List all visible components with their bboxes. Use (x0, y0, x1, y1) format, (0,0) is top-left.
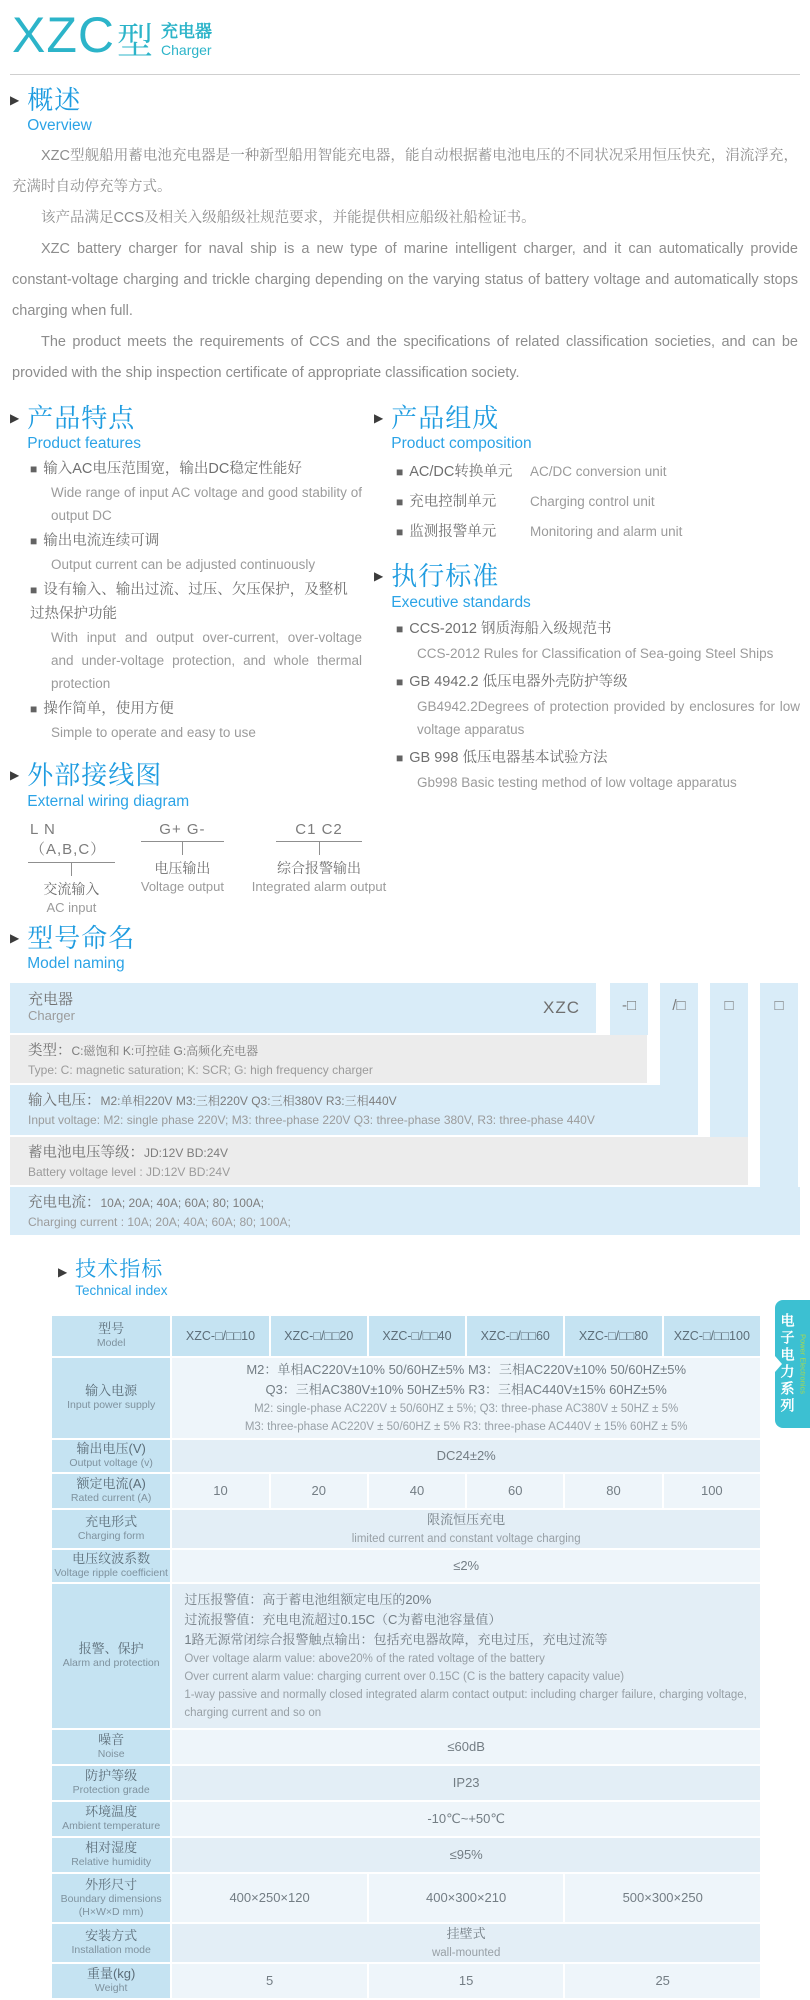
row-label-cn: 额定电流(A) (76, 1476, 146, 1492)
standard-en: GB4942.2Degrees of protection provided by enclosures for low voltage apparatus (417, 698, 800, 737)
section-features-heading (10, 403, 362, 453)
naming-base-code: XZC (543, 997, 580, 1017)
cell-value: 25 (565, 1964, 760, 1998)
cell-value: DC24±2% (172, 1440, 760, 1472)
triangle-marker-icon: ▶ (374, 569, 384, 584)
section-overview-heading (10, 85, 800, 135)
naming-slot-strip (660, 983, 698, 1085)
model-column-header: XZC-□/□□80 (565, 1316, 661, 1356)
table-row-weight (52, 1964, 760, 1998)
brand-model-suffix: 型 (117, 20, 154, 62)
table-row-installation (52, 1924, 760, 1962)
row-label-extra: (H×W×D mm) (78, 1905, 144, 1918)
cell-line: M2: single-phase AC220V ± 50/60HZ ± 5%; Q3: three-phase AC380V ± 50HZ ± 5% (254, 1402, 679, 1415)
feature-item (30, 697, 362, 744)
naming-row-en: Battery voltage level : JD:12V BD:24V (28, 1164, 231, 1179)
cell-value: 400×250×120 (172, 1874, 367, 1922)
wiring-diagram (28, 820, 387, 915)
cell-value: 60 (467, 1474, 563, 1508)
cell-line: 1路无源常闭综合报警触点输出：包括充电器故障，充电过压，充电过流等 (184, 1631, 608, 1647)
section-naming-heading (10, 923, 800, 973)
cell-value: ≤95% (172, 1838, 760, 1872)
row-label-cn: 环境温度 (85, 1804, 138, 1820)
row-label-en: Rated current (A) (70, 1492, 152, 1505)
composition-cn: 监测报警单元 (409, 524, 497, 541)
naming-row-battery-level (10, 1137, 748, 1185)
row-label-cn: 充电形式 (85, 1514, 138, 1530)
features-title-en: Product features (27, 435, 141, 453)
standard-cn: CCS-2012 钢质海船入级规范书 (409, 620, 612, 637)
overview-body (10, 135, 800, 389)
tech-title-en: Technical index (75, 1282, 168, 1298)
row-label-en: Voltage ripple coefficient (54, 1567, 168, 1580)
table-row-dimensions (52, 1874, 760, 1922)
overview-title-cn: 概述 (27, 85, 82, 115)
terminal-label-en: AC input (46, 899, 97, 915)
row-label-cn: 相对湿度 (85, 1840, 138, 1856)
overview-title-en: Overview (27, 117, 92, 135)
triangle-marker-icon: ▶ (374, 411, 384, 426)
cell-value: 20 (271, 1474, 367, 1508)
composition-item (396, 487, 800, 517)
cell-line: Over current alarm value: charging current over 0.15C (C is the battery capacity value) (184, 1670, 625, 1683)
naming-slot: -□ (621, 996, 637, 1014)
wiring-title-cn: 外部接线图 (27, 760, 163, 791)
square-bullet-icon: ■ (30, 583, 38, 598)
brand-model: XZC (12, 7, 115, 63)
tech-table (50, 1314, 762, 2000)
overview-paragraph: XZC型舰船用蓄电池充电器是一种新型船用智能充电器，能自动根据蓄电池电压的不同状况采用恒压快充，涓流浮充，充满时自动停充等方式。 (12, 148, 798, 196)
features-title-cn: 产品特点 (27, 403, 136, 434)
naming-row-label-cn: 输入电压： (28, 1092, 101, 1109)
standards-list (396, 616, 800, 794)
naming-base-en: Charger (28, 1008, 75, 1024)
naming-row-en: Type: C: magnetic saturation; K: SCR; G: high frequency charger (28, 1062, 373, 1077)
terminal-label-cn: 电压输出 (154, 859, 211, 876)
row-label-cn: 输出电压(V) (76, 1441, 146, 1457)
composition-item (396, 517, 800, 547)
square-bullet-icon: ■ (396, 495, 404, 510)
model-column-header: XZC-□/□□60 (467, 1316, 563, 1356)
row-label-en: Alarm and protection (62, 1657, 160, 1670)
square-bullet-icon: ■ (396, 525, 404, 540)
overview-paragraph: 该产品满足CCS及相关入级船级社规范要求，并能提供相应船级社船检证书。 (41, 210, 536, 227)
section-standards-heading (374, 561, 800, 611)
standard-en: Gb998 Basic testing method of low voltage apparatus (417, 774, 737, 790)
terminal-group-alarm-output (251, 820, 387, 915)
model-column-header: XZC-□/□□10 (172, 1316, 268, 1356)
cell-value: -10℃~+50℃ (172, 1802, 760, 1836)
square-bullet-icon: ■ (30, 462, 38, 477)
standard-item (396, 669, 800, 741)
terminal-code: C1 C2 (295, 820, 343, 838)
square-bullet-icon: ■ (396, 750, 404, 765)
product-name-en: Charger (161, 41, 212, 58)
standard-en: CCS-2012 Rules for Classification of Sea-going Steel Ships (417, 645, 774, 661)
row-label-cn: 电压纹波系数 (72, 1551, 151, 1567)
cell-line: 过压报警值：高于蓄电池组额定电压的20% (184, 1591, 432, 1607)
cell-line: 1-way passive and normally closed integrated alarm contact output: including charger failure, charging voltage, charging current and so on (184, 1688, 747, 1719)
row-label-cn: 安装方式 (85, 1928, 138, 1944)
naming-row-en: Charging current : 10A; 20A; 40A; 60A; 80; 100A; (28, 1214, 291, 1229)
composition-cn: 充电控制单元 (409, 494, 497, 511)
naming-slot: □ (724, 996, 734, 1014)
composition-title-en: Product composition (391, 435, 532, 453)
square-bullet-icon: ■ (30, 534, 38, 549)
row-label-en: Output voltage (v) (69, 1457, 153, 1470)
naming-slot-strip (610, 983, 648, 1035)
terminal-group-voltage-output (141, 821, 224, 915)
naming-slot: □ (774, 996, 784, 1014)
feature-cn: 操作简单，使用方便 (43, 701, 174, 718)
table-row-ripple (52, 1550, 760, 1582)
table-row-output-voltage (52, 1440, 760, 1472)
product-name-cn: 充电器 (161, 22, 213, 42)
square-bullet-icon: ■ (396, 465, 404, 480)
series-tab-cn: 电子电力系列 (779, 1313, 796, 1415)
cell-line: Q3：三相AC380V±10% 50HZ±5% R3：三相AC440V±15% 60HZ±5% (265, 1381, 667, 1397)
feature-en: Simple to operate and easy to use (51, 725, 256, 741)
terminal-label-en: Voltage output (140, 878, 224, 894)
cell-value: ≤60dB (172, 1730, 760, 1764)
col-header-en: Model (96, 1337, 126, 1350)
overview-paragraph: The product meets the requirements of CCS and the specifications of related classification societies, and can be provided with the ship inspection certificate of appropriate classification society. (12, 334, 798, 382)
row-label-en: Protection grade (72, 1784, 150, 1797)
table-row-charging-form (52, 1510, 760, 1548)
triangle-marker-icon: ▶ (10, 768, 20, 783)
row-label-cn: 输入电源 (85, 1383, 138, 1399)
page-title (10, 7, 800, 63)
cell-line: Over voltage alarm value: above20% of the rated voltage of the battery (184, 1652, 545, 1665)
square-bullet-icon: ■ (396, 621, 404, 636)
standard-item (396, 745, 800, 794)
standards-title-en: Executive standards (391, 593, 531, 611)
section-composition-heading (374, 403, 800, 453)
cell-value: ≤2% (172, 1550, 760, 1582)
naming-slot-strip (760, 983, 798, 1187)
row-label-cn: 报警、保护 (78, 1641, 144, 1657)
terminal-label-cn: 交流输入 (43, 880, 100, 897)
features-list (30, 457, 362, 744)
cell-line: M2：单相AC220V±10% 50/60HZ±5% M3：三相AC220V±10% 50/60HZ±5% (246, 1361, 686, 1377)
cell-value: IP23 (172, 1766, 760, 1800)
naming-title-cn: 型号命名 (27, 922, 136, 953)
table-row-noise (52, 1730, 760, 1764)
row-label-en: Charging form (77, 1530, 145, 1543)
terminal-group-ac-input (28, 821, 115, 915)
row-label-en: Weight (94, 1982, 128, 1995)
row-label-en: Boundary dimensions (60, 1892, 162, 1905)
feature-cn: 输入AC电压范围宽，输出DC稳定性能好 (43, 461, 302, 478)
naming-title-en: Model naming (27, 954, 125, 972)
composition-en: AC/DC conversion unit (530, 464, 667, 480)
terminal-code: G+ G- (159, 820, 206, 838)
composition-en: Monitoring and alarm unit (530, 524, 683, 540)
naming-base-row (10, 983, 596, 1033)
terminal-code: L N（A,B,C） (30, 820, 107, 858)
cell-line: limited current and constant voltage charging (351, 1532, 581, 1545)
feature-item (30, 529, 362, 576)
row-label-en: Noise (97, 1748, 125, 1761)
cell-value: 400×300×210 (369, 1874, 564, 1922)
standards-title-cn: 执行标准 (391, 561, 500, 592)
cell-line: 挂壁式 (446, 1925, 486, 1941)
table-row-ambient-temperature (52, 1802, 760, 1836)
series-side-tab (775, 1300, 810, 1428)
naming-slot-strip (710, 983, 748, 1137)
wiring-title-en: External wiring diagram (27, 792, 190, 810)
composition-cn: AC/DC转换单元 (409, 464, 513, 481)
cell-line: wall-mounted (431, 1946, 501, 1959)
naming-slot: /□ (672, 996, 686, 1014)
cell-value: 40 (369, 1474, 465, 1508)
model-column-header: XZC-□/□□100 (664, 1316, 760, 1356)
row-label-cn: 防护等级 (85, 1768, 138, 1784)
section-wiring-heading (10, 760, 362, 810)
triangle-marker-icon: ▶ (58, 1264, 68, 1279)
section-wiring (10, 760, 387, 915)
standard-cn: GB 4942.2 低压电器外壳防护等级 (409, 673, 628, 690)
naming-row-desc-cn: M2:单相220V M3:三相220V Q3:三相380V R3:三相440V (100, 1093, 397, 1108)
terminal-label-en: Integrated alarm output (251, 878, 387, 894)
cell-value: 500×300×250 (565, 1874, 760, 1922)
wire-line (182, 842, 183, 855)
naming-row-charging-current (10, 1187, 800, 1235)
cell-value: 100 (664, 1474, 760, 1508)
terminal-label-cn: 综合报警输出 (277, 859, 361, 876)
naming-row-en: Input voltage: M2: single phase 220V; M3: three-phase 220V Q3: three-phase 380V, R3: three-phase 440V (28, 1112, 595, 1127)
standard-item (396, 616, 800, 665)
table-row-alarm-protection (52, 1584, 760, 1728)
naming-row-label-cn: 类型： (28, 1042, 72, 1059)
feature-en: Wide range of input AC voltage and good stability of output DC (51, 485, 362, 524)
table-row-input-power (52, 1358, 760, 1438)
feature-en: With input and output over-current, over-voltage and under-voltage protection, and whole thermal protection (51, 630, 362, 692)
feature-en: Output current can be adjusted continuously (51, 557, 316, 573)
feature-cn: 输出电流连续可调 (43, 533, 160, 550)
naming-row-desc-cn: C:磁饱和 K:可控硅 G:高频化充电器 (71, 1043, 259, 1058)
cell-line: 过流报警值：充电电流超过0.15C（C为蓄电池容量值） (184, 1611, 502, 1627)
header-divider (10, 74, 800, 75)
section-tech-heading (58, 1257, 800, 1298)
naming-row-label-cn: 充电电流： (28, 1194, 101, 1211)
naming-row-input-voltage (10, 1085, 698, 1135)
cell-value: 5 (172, 1964, 367, 1998)
feature-item (30, 457, 362, 527)
series-tab-en: Power Electronics (798, 1333, 808, 1395)
row-label-en: Input power supply (67, 1399, 156, 1412)
tech-title-cn: 技术指标 (75, 1257, 164, 1281)
composition-title-cn: 产品组成 (391, 403, 500, 434)
composition-item (396, 457, 800, 487)
overview-paragraph: XZC battery charger for naval ship is a new type of marine intelligent charger, and it can automatically provide constant-voltage charging and trickle charging depending on the varying status of battery voltage and automatically stops charging when full. (12, 241, 798, 320)
row-label-en: Installation mode (71, 1944, 151, 1957)
composition-en: Charging control unit (530, 494, 655, 510)
triangle-marker-icon: ▶ (10, 411, 20, 426)
wire-line (319, 842, 320, 855)
two-column-area (10, 393, 800, 914)
model-column-header: XZC-□/□□40 (369, 1316, 465, 1356)
triangle-marker-icon: ▶ (10, 930, 20, 945)
standard-cn: GB 998 低压电器基本试验方法 (409, 749, 608, 766)
naming-row-desc-cn: JD:12V BD:24V (144, 1145, 229, 1160)
cell-line: 限流恒压充电 (427, 1511, 506, 1527)
naming-base-cn: 充电器 (28, 991, 74, 1009)
naming-row-desc-cn: 10A; 20A; 40A; 60A; 80; 100A; (100, 1195, 264, 1210)
table-row-relative-humidity (52, 1838, 760, 1872)
model-column-header: XZC-□/□□20 (271, 1316, 367, 1356)
row-label-cn: 重量(kg) (86, 1966, 136, 1982)
naming-row-type (10, 1035, 647, 1083)
cell-value: 10 (172, 1474, 268, 1508)
feature-item (30, 578, 362, 695)
naming-row-label-cn: 蓄电池电压等级： (28, 1144, 144, 1161)
table-row-rated-current (52, 1474, 760, 1508)
table-header-row (52, 1316, 760, 1356)
row-label-en: Relative humidity (71, 1856, 152, 1869)
model-naming-diagram (10, 983, 800, 1235)
cell-value: 15 (369, 1964, 564, 1998)
composition-list (396, 457, 800, 547)
cell-value: 80 (565, 1474, 661, 1508)
table-row-protection-grade (52, 1766, 760, 1800)
square-bullet-icon: ■ (30, 702, 38, 717)
feature-cn: 设有输入、输出过流、过压、欠压保护，及整机过热保护功能 (30, 582, 348, 623)
wire-line (71, 863, 72, 876)
row-label-cn: 噪音 (98, 1732, 125, 1748)
row-label-en: Ambient temperature (62, 1820, 161, 1833)
square-bullet-icon: ■ (396, 674, 404, 689)
row-label-cn: 外形尺寸 (85, 1876, 138, 1892)
col-header-cn: 型号 (98, 1321, 125, 1337)
cell-line: M3: three-phase AC220V ± 50/60HZ ± 5% R3: three-phase AC440V ± 15% 60HZ ± 5% (244, 1420, 688, 1433)
triangle-marker-icon: ▶ (10, 93, 20, 107)
